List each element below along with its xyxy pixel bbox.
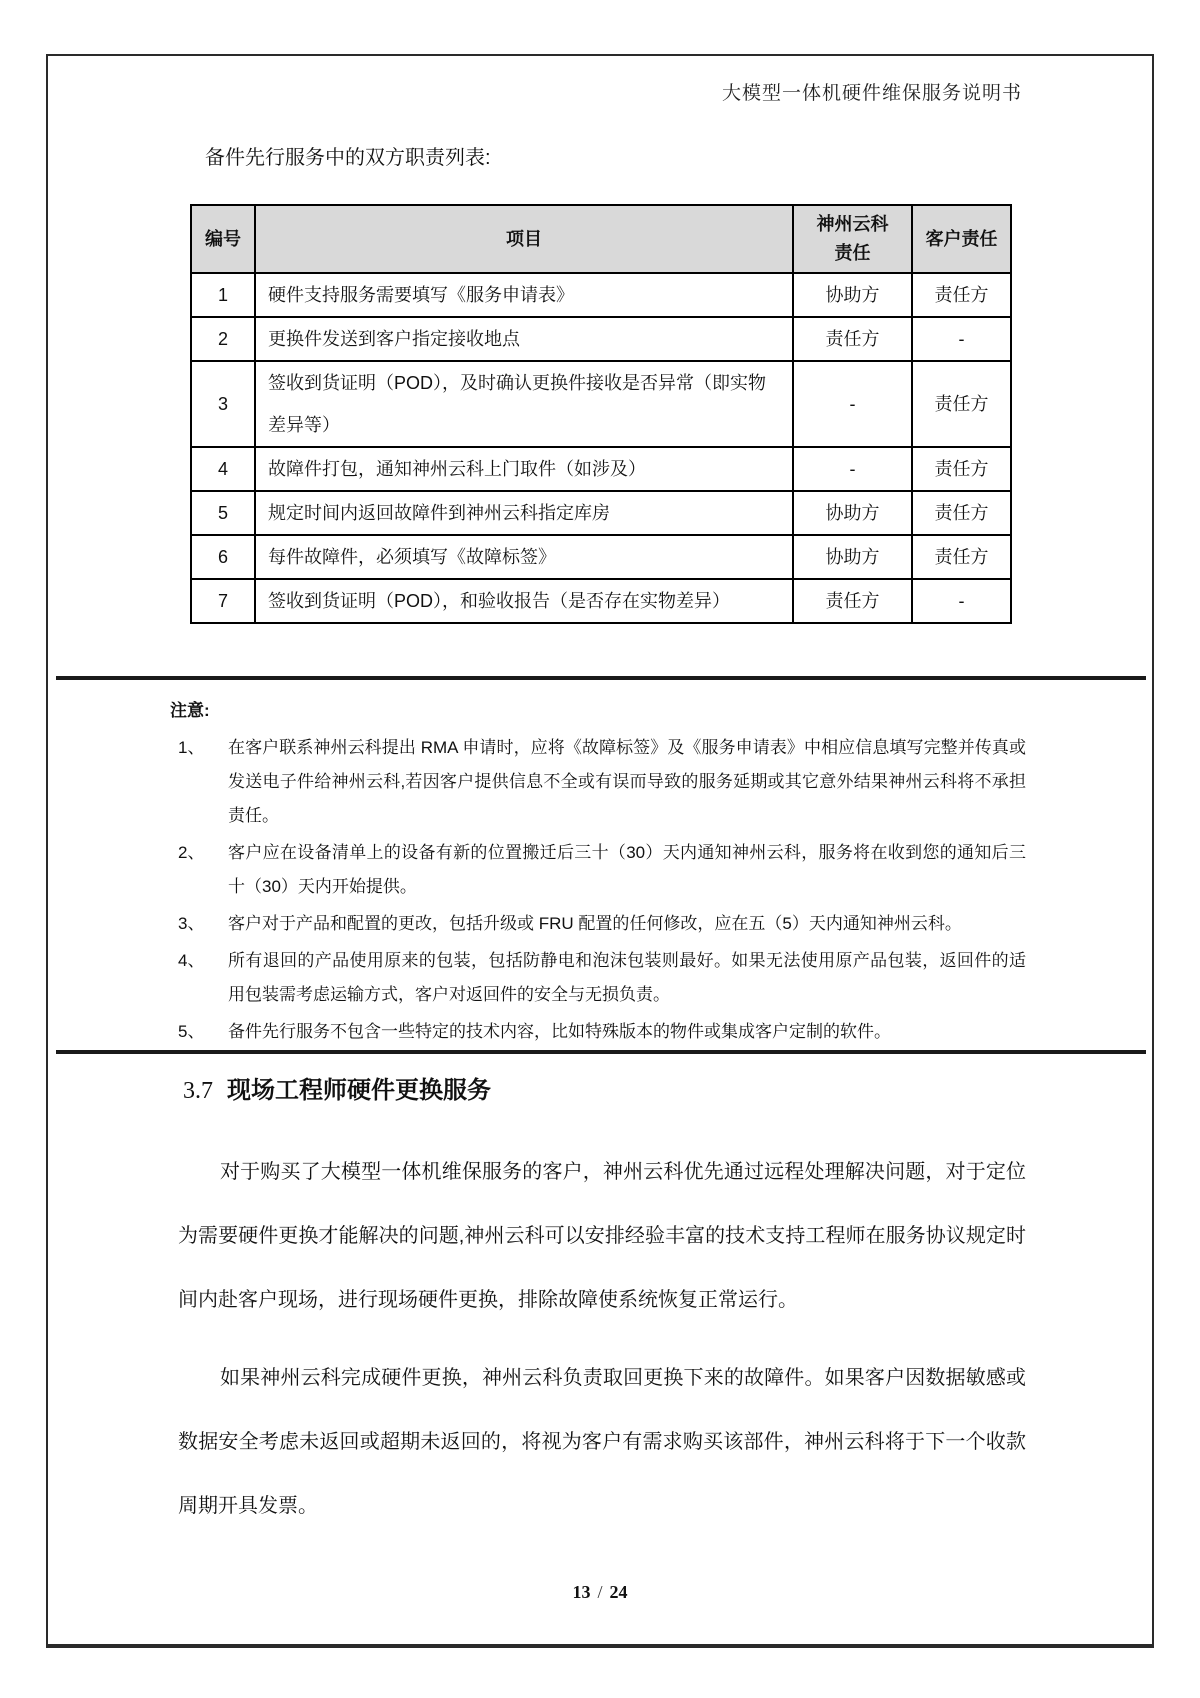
- section-title: 现场工程师硬件更换服务: [227, 1077, 491, 1104]
- column-header-customer-responsibility: 客户责任: [912, 205, 1011, 273]
- table-row: [191, 273, 1011, 317]
- cell-vendor: 责任方: [793, 317, 912, 361]
- section-number: 3.7: [183, 1078, 213, 1104]
- cell-customer: 责任方: [912, 361, 1011, 447]
- note-text: 在客户联系神州云科提出 RMA 申请时，应将《故障标签》及《服务申请表》中相应信息填写完整并传真或发送电子件给神州云科,若因客户提供信息不全或有误而导致的服务延期或其它意外结果神州云科将不承担责任。: [228, 738, 1026, 825]
- cell-number: 3: [191, 361, 255, 447]
- cell-item: 每件故障件，必须填写《故障标签》: [255, 535, 793, 579]
- cell-item: 规定时间内返回故障件到神州云科指定库房: [255, 491, 793, 535]
- column-header-item: 项目: [255, 205, 793, 273]
- cell-number: 5: [191, 491, 255, 535]
- table-row: [191, 447, 1011, 491]
- notes-label: 注意:: [170, 701, 210, 720]
- cell-number: 4: [191, 447, 255, 491]
- cell-item: 更换件发送到客户指定接收地点: [255, 317, 793, 361]
- table-intro-text: 备件先行服务中的双方职责列表:: [205, 147, 491, 169]
- column-header-vendor-responsibility: [793, 205, 912, 273]
- note-text: 所有退回的产品使用原来的包装，包括防静电和泡沫包装则最好。如果无法使用原产品包装，返回件的适用包装需考虑运输方式，客户对返回件的安全与无损负责。: [228, 951, 1026, 1004]
- column-header-number: 编号: [191, 205, 255, 273]
- note-number: 1、: [178, 738, 205, 757]
- cell-customer: 责任方: [912, 535, 1011, 579]
- cell-item: 签收到货证明（POD），及时确认更换件接收是否异常（即实物差异等）: [255, 361, 793, 447]
- cell-vendor: -: [793, 447, 912, 491]
- note-item: [178, 944, 1026, 1012]
- cell-number: 2: [191, 317, 255, 361]
- table-row: [191, 361, 1011, 447]
- note-text: 客户对于产品和配置的更改，包括升级或 FRU 配置的任何修改，应在五（5）天内通知神州云科。: [228, 914, 962, 933]
- note-number: 2、: [178, 843, 205, 862]
- section-divider-top: [56, 676, 1146, 680]
- note-item: [178, 907, 1026, 941]
- section-heading: [183, 1070, 491, 1105]
- note-number: 4、: [178, 951, 205, 970]
- column-header-vendor-line2: 责任: [834, 243, 871, 263]
- cell-vendor: 协助方: [793, 491, 912, 535]
- note-item: [178, 731, 1026, 833]
- note-number: 5、: [178, 1022, 205, 1041]
- body-paragraph: 如果神州云科完成硬件更换，神州云科负责取回更换下来的故障件。如果客户因数据敏感或数据安全考虑未返回或超期未返回的，将视为客户有需求购买该部件，神州云科将于下一个收款周期开具发票。: [178, 1367, 1026, 1517]
- table-row: [191, 579, 1011, 623]
- cell-item: 故障件打包，通知神州云科上门取件（如涉及）: [255, 447, 793, 491]
- footer-page-separator: /: [597, 1582, 603, 1602]
- table-row: [191, 535, 1011, 579]
- cell-customer: 责任方: [912, 491, 1011, 535]
- cell-item: 签收到货证明（POD），和验收报告（是否存在实物差异）: [255, 579, 793, 623]
- cell-vendor: -: [793, 361, 912, 447]
- cell-customer: 责任方: [912, 447, 1011, 491]
- footer-page-current: 13: [572, 1582, 591, 1602]
- table-row: [191, 317, 1011, 361]
- note-item: [178, 1015, 1026, 1049]
- table-header-row: [191, 205, 1011, 273]
- note-text: 客户应在设备清单上的设备有新的位置搬迁后三十（30）天内通知神州云科，服务将在收到您的通知后三十（30）天内开始提供。: [228, 843, 1026, 896]
- note-item: [178, 836, 1026, 904]
- body-paragraph: 对于购买了大模型一体机维保服务的客户，神州云科优先通过远程处理解决问题，对于定位为需要硬件更换才能解决的问题,神州云科可以安排经验丰富的技术支持工程师在服务协议规定时间内赴客户现场，进行现场硬件更换，排除故障使系统恢复正常运行。: [178, 1161, 1026, 1311]
- cell-vendor: 责任方: [793, 579, 912, 623]
- table-row: [191, 491, 1011, 535]
- cell-item: 硬件支持服务需要填写《服务申请表》: [255, 273, 793, 317]
- cell-customer: -: [912, 317, 1011, 361]
- cell-customer: 责任方: [912, 273, 1011, 317]
- body-paragraphs: [178, 1140, 1026, 1538]
- responsibility-table: [190, 204, 1012, 624]
- note-text: 备件先行服务不包含一些特定的技术内容，比如特殊版本的物件或集成客户定制的软件。: [228, 1022, 891, 1041]
- cell-number: 6: [191, 535, 255, 579]
- cell-customer: -: [912, 579, 1011, 623]
- document-header-title: 大模型一体机硬件维保服务说明书: [721, 83, 1022, 104]
- section-divider-bottom: [56, 1050, 1146, 1054]
- note-number: 3、: [178, 914, 205, 933]
- cell-vendor: 协助方: [793, 273, 912, 317]
- footer-page-total: 24: [609, 1582, 628, 1602]
- column-header-vendor-line1: 神州云科: [816, 214, 889, 234]
- page-footer: [0, 1582, 1200, 1603]
- cell-number: 7: [191, 579, 255, 623]
- notes-list: [178, 731, 1026, 1052]
- cell-vendor: 协助方: [793, 535, 912, 579]
- cell-number: 1: [191, 273, 255, 317]
